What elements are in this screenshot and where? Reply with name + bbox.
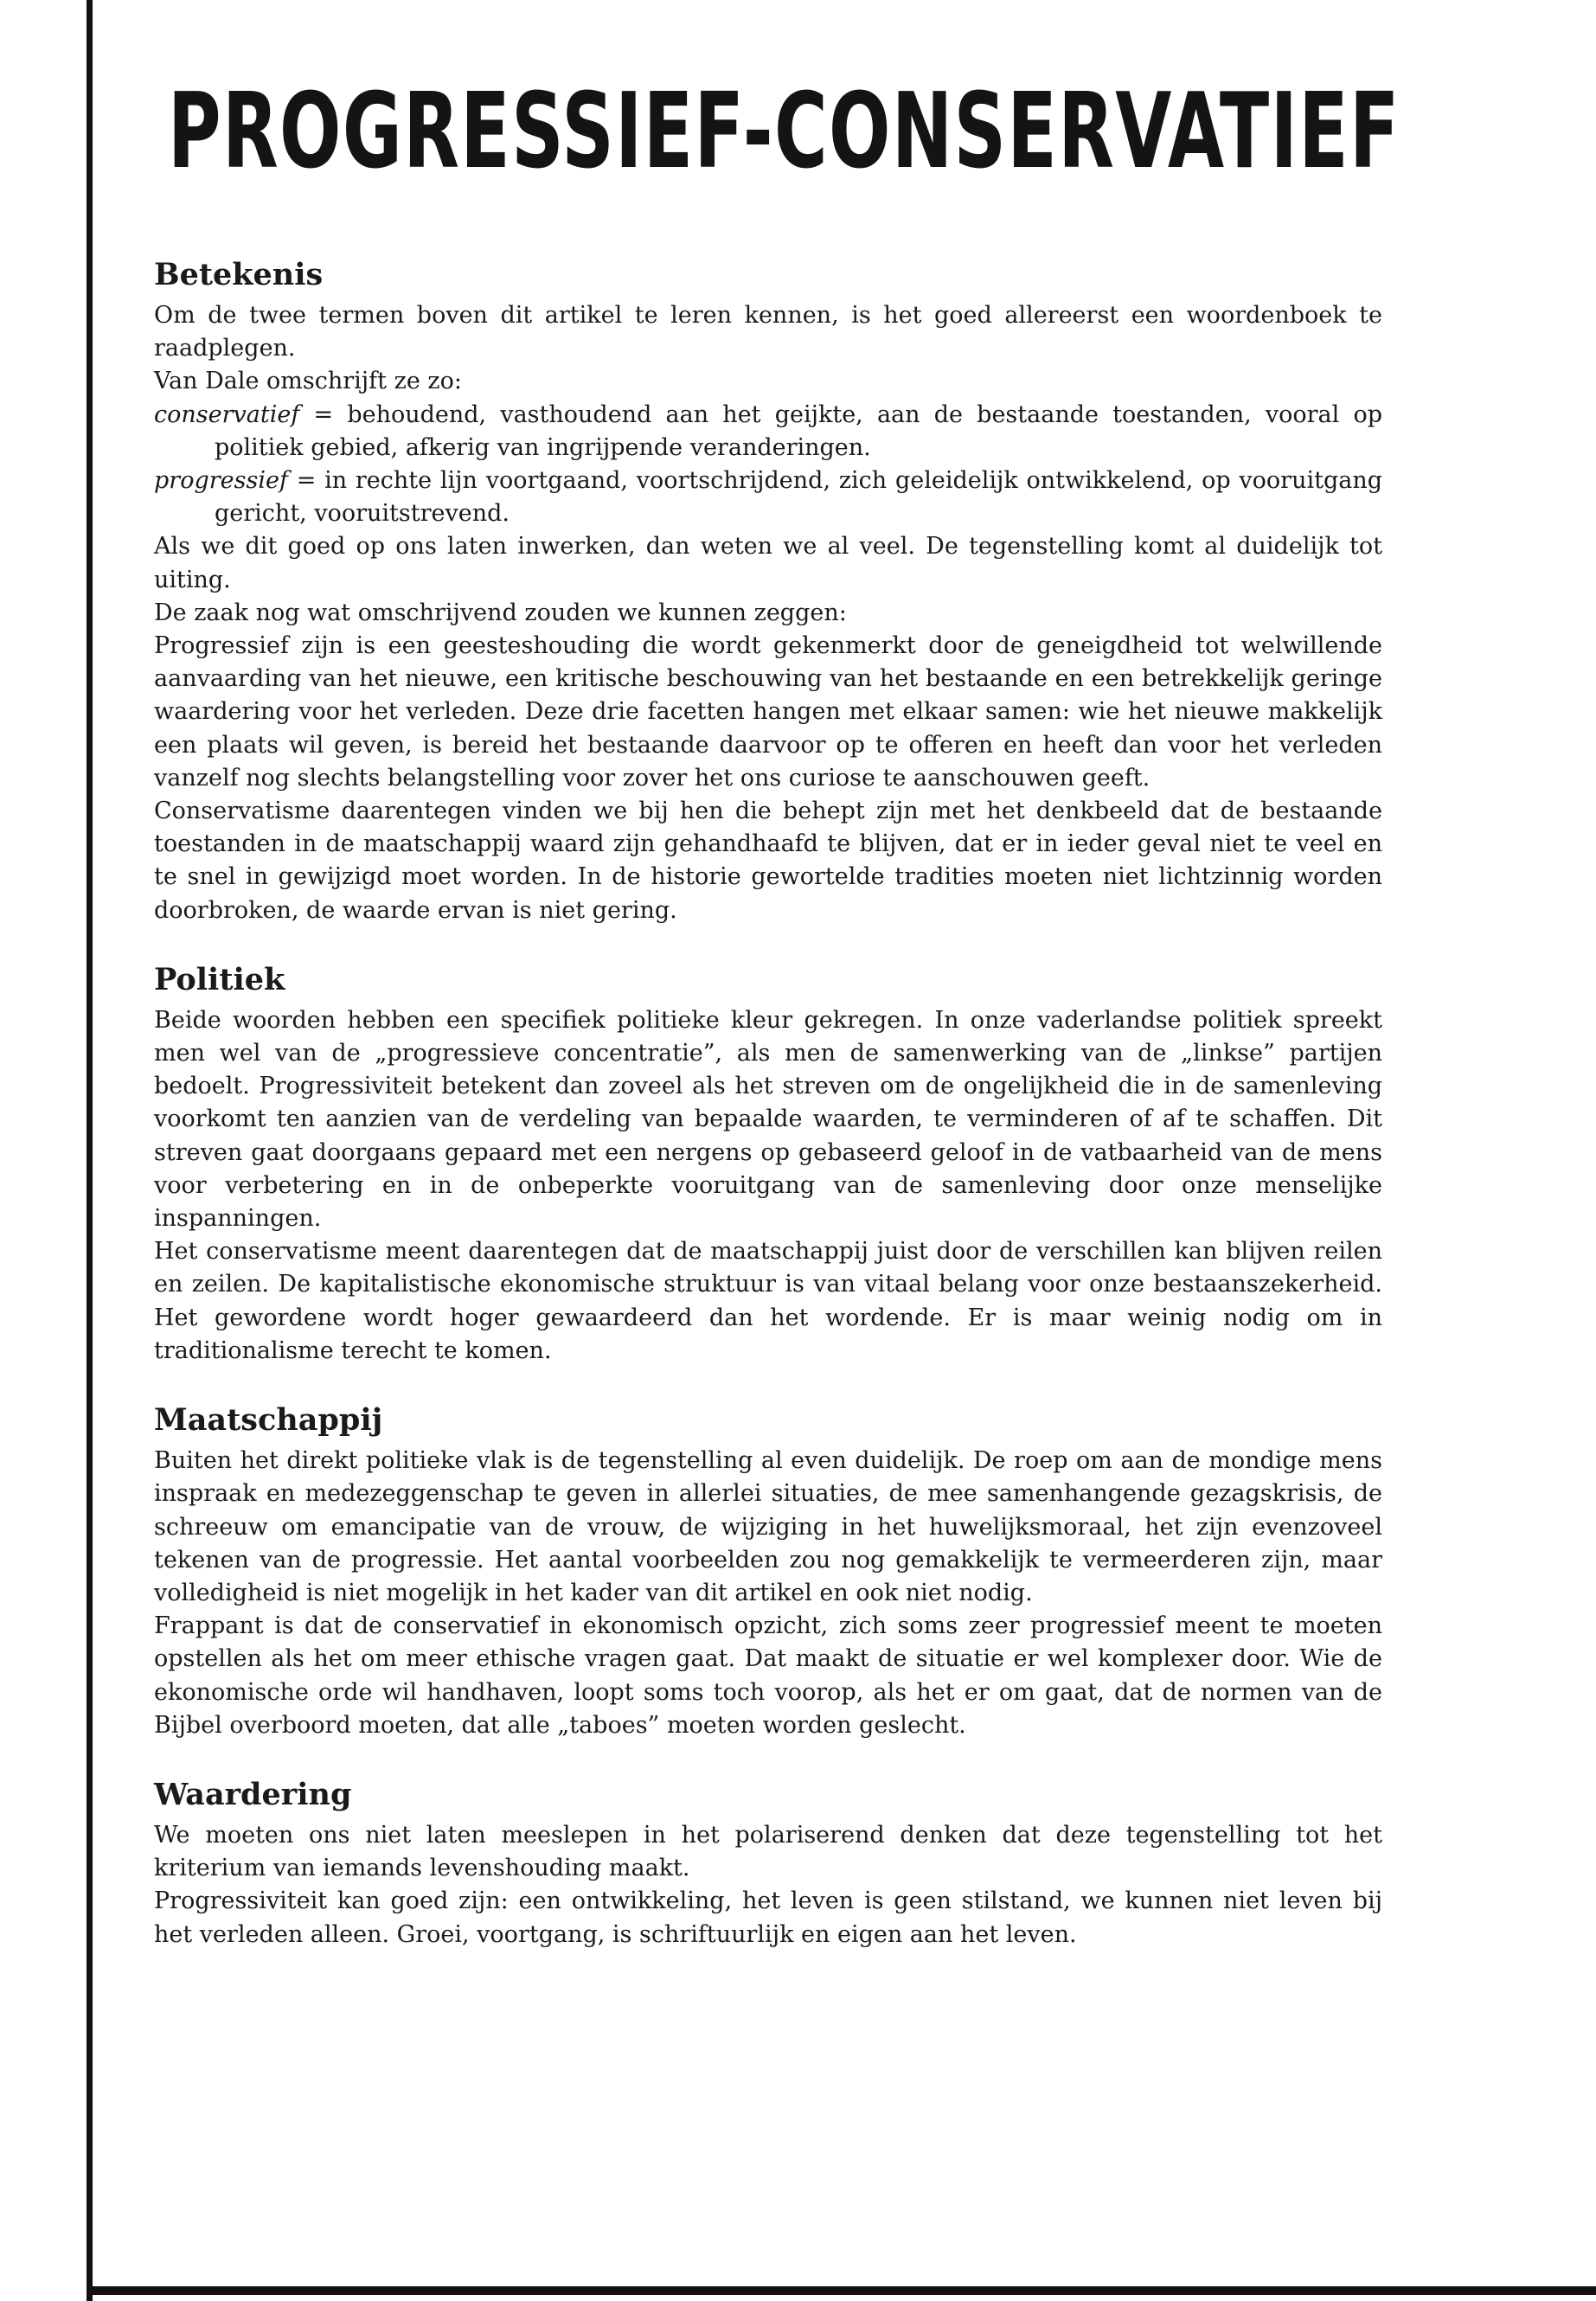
section-waardering [154,1775,1382,1952]
paragraph: Progressief zijn is een geesteshouding die wordt gekenmerkt door de geneigdheid tot welwillende aanvaarding van het nieuwe, een kritische beschouwing van het bestaande en een betrekkelijk geringe waardering voor het verleden. Deze drie facetten hangen met elkaar samen: wie het nieuwe makkelijk een plaats wil geven, is bereid het bestaande daarvoor op te offeren en heeft dan voor het verleden vanzelf nog slechts belangstelling voor zover het ons curiose te aanschouwen geeft. [154,632,1382,792]
article-title: PROGRESSIEF-CONSERVATIEF [168,72,1401,192]
definition-text: = behoudend, vasthoudend aan het geijkte, aan de bestaande toestanden, vooral op politiek gebied, afkerig van ingrijpende veranderingen. [215,401,1382,461]
section-politiek [154,960,1382,1368]
left-margin-rule [87,0,93,2301]
paragraph: Als we dit goed op ons laten inwerken, dan weten we al veel. De tegenstelling komt al duidelijk tot uiting. [154,533,1382,593]
section-betekenis [154,255,1382,927]
paragraph: De zaak nog wat omschrijvend zouden we kunnen zeggen: [154,599,847,626]
section-maatschappij [154,1400,1382,1742]
bottom-rule [87,2286,1596,2295]
paragraph: Van Dale omschrijft ze zo: [154,368,462,395]
section-heading: Politiek [154,961,285,997]
definition-text: = in rechte lijn voortgaand, voortschrijdend, zich geleidelijk ontwikkelend, op vooruitgang gericht, vooruitstrevend. [215,467,1382,528]
definition-term: conservatief [154,401,300,428]
definition-progressief [154,465,1382,530]
paragraph: Frappant is dat de conservatief in ekonomisch opzicht, zich soms zeer progressief meent te moeten opstellen als het om meer ethische vragen gaat. Dat maakt de situatie er wel komplexer door. Wie de ekonomische orde wil handhaven, loopt soms toch voorop, als het er om gaat, dat de normen van de Bijbel overboord moeten, dat alle „taboes” moeten worden geslecht. [154,1612,1382,1739]
paragraph: Conservatisme daarentegen vinden we bij hen die behept zijn met het denkbeeld dat de bestaande toestanden in de maatschappij waard zijn gehandhaafd te blijven, dat er in ieder geval niet te veel en te snel in gewijzigd moet worden. In de historie gewortelde tradities moeten niet lichtzinnig worden doorbroken, de waarde ervan is niet gering. [154,798,1382,924]
section-heading: Maatschappij [154,1402,383,1439]
paragraph: Om de twee termen boven dit artikel te leren kennen, is het goed allereerst een woordenboek te raadplegen. [154,302,1382,362]
definition-term: progressief [154,467,288,495]
paragraph: Buiten het direkt politieke vlak is de tegenstelling al even duidelijk. De roep om aan de mondige mens inspraak en medezeggenschap te geven in allerlei situaties, de mee samenhangende gezagskrisis, de schreeuw om emancipatie van de vrouw, de wijziging in het huwelijksmoraal, het zijn evenzoveel tekenen van de progressie. Het aantal voorbeelden zou nog gemakkelijk te vermeerderen zijn, maar volledigheid is niet mogelijk in het kader van dit artikel en ook niet nodig. [154,1447,1382,1606]
paragraph: We moeten ons niet laten meeslepen in het polariserend denken dat deze tegenstelling tot het kriterium van iemands levenshouding maakt. [154,1821,1382,1882]
paragraph: Het conservatisme meent daarentegen dat de maatschappij juist door de verschillen kan blijven reilen en zeilen. De kapitalistische ekonomische struktuur is van vitaal belang voor onze bestaanszekerheid. Het gewordene wordt hoger gewaardeerd dan het wordende. Er is maar weinig nodig om in traditionalisme terecht te komen. [154,1238,1382,1364]
article [154,72,1401,1984]
section-heading: Waardering [154,1776,352,1812]
section-heading: Betekenis [154,257,324,292]
paragraph: Progressiviteit kan goed zijn: een ontwikkeling, het leven is geen stilstand, we kunnen niet leven bij het verleden alleen. Groei, voortgang, is schriftuurlijk en eigen aan het leven. [154,1888,1382,1948]
paragraph: Beide woorden hebben een specifiek politieke kleur gekregen. In onze vaderlandse politiek spreekt men wel van de „progressieve concentratie”, als men de samenwerking van de „linkse” partijen bedoelt. Progressiviteit betekent dan zoveel als het streven om de ongelijkheid die in de samenleving voorkomt ten aanzien van de verdeling van bepaalde waarden, te verminderen of af te schaffen. Dit streven gaat doorgaans gepaard met een nergens op gebaseerd geloof in de vatbaarheid van de mens voor verbetering en in de onbeperkte vooruitgang van de samenleving door onze menselijke inspanningen. [154,1006,1382,1233]
definition-conservatief [154,399,1382,465]
